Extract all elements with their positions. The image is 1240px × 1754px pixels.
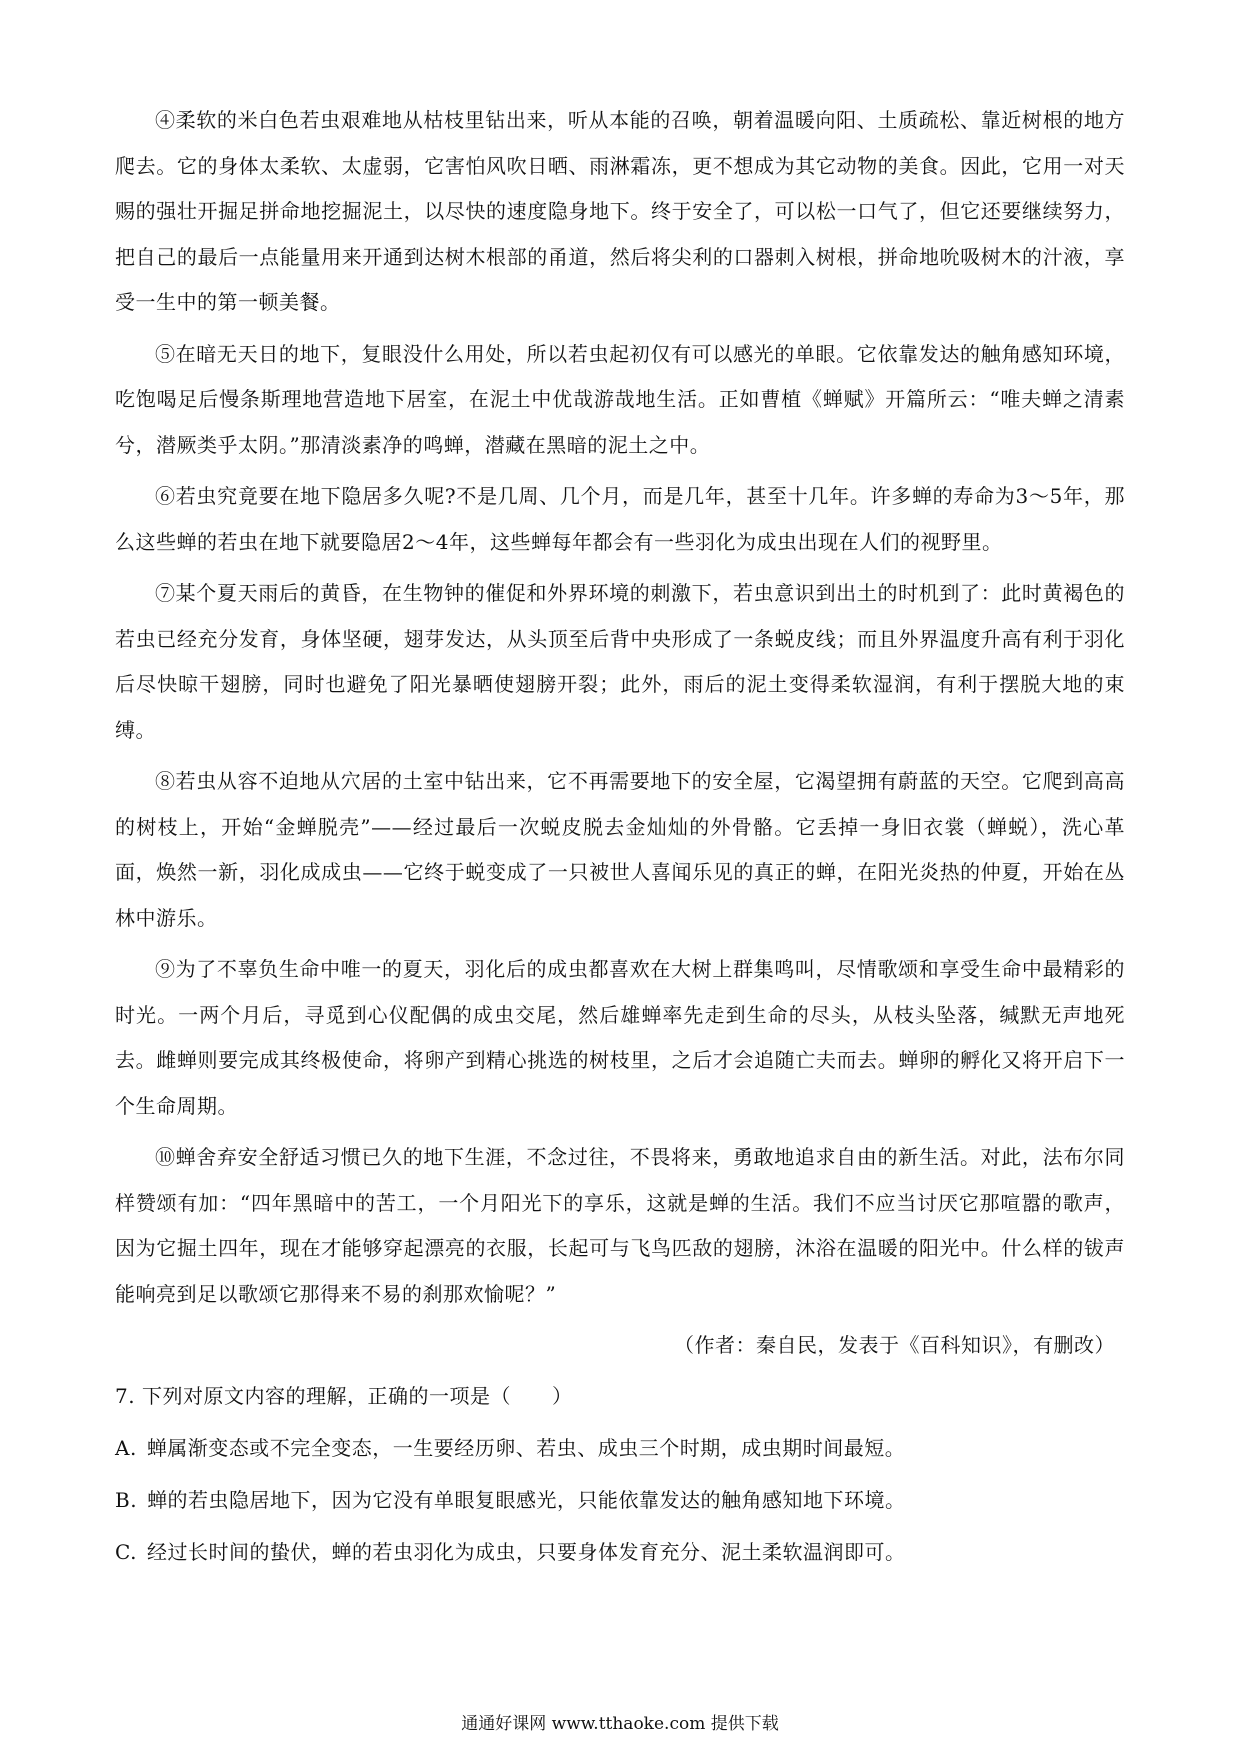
paragraph-5: ⑤在暗无天日的地下，复眼没什么用处，所以若虫起初仅有可以感光的单眼。它依靠发达的触角感知环境，吃饱喝足后慢条斯理地营造地下居室，在泥土中优哉游哉地生活。正如曹植《蝉赋》开篇所云：“唯夫蝉之清素兮，潜厥类乎太阴。”那清淡素净的鸣蝉，潜藏在黑暗的泥土之中。 [115,341,1125,457]
source-attribution: （作者：秦自民，发表于《百科知识》，有删改） [674,1333,1115,1357]
paragraph-10: ⑩蝉舍弃安全舒适习惯已久的地下生涯，不念过往，不畏将来，勇敢地追求自由的新生活。对此，法布尔同样赞颂有加：“四年黑暗中的苦工，一个月阳光下的享乐，这就是蝉的生活。我们不应当讨厌它那喧嚣的歌声，因为它掘土四年，现在才能够穿起漂亮的衣服，长起可与飞鸟匹敌的翅膀，沐浴在温暖的阳光中。什么样的钹声能响亮到足以歌颂它那得来不易的刹那欢愉呢？” [115,1145,1125,1306]
option-label: A. [115,1436,137,1460]
option-b [115,1474,1125,1526]
option-a [115,1422,1125,1474]
page-footer: 通通好课网 www.tthaoke.com 提供下载 [461,1714,779,1734]
paragraph-4: ④柔软的米白色若虫艰难地从枯枝里钻出来，听从本能的召唤，朝着温暖向阳、土质疏松、靠近树根的地方爬去。它的身体太柔软、太虚弱，它害怕风吹日晒、雨淋霜冻，更不想成为其它动物的美食。因此，它用一对天赐的强壮开掘足拼命地挖掘泥土，以尽快的速度隐身地下。终于安全了，可以松一口气了，但它还要继续努力，把自己的最后一点能量用来开通到达树木根部的甬道，然后将尖利的口器刺入树根，拼命地吮吸树木的汁液，享受一生中的第一顿美餐。 [115,108,1125,314]
paragraph-7: ⑦某个夏天雨后的黄昏，在生物钟的催促和外界环境的刺激下，若虫意识到出土的时机到了：此时黄褐色的若虫已经充分发育，身体坚硬，翅芽发达，从头顶至后背中央形成了一条蜕皮线；而且外界温度升高有利于羽化后尽快晾干翅膀，同时也避免了阳光暴晒使翅膀开裂；此外，雨后的泥土变得柔软湿润，有利于摆脱大地的束缚。 [115,581,1125,742]
paragraph-6: ⑥若虫究竟要在地下隐居多久呢?不是几周、几个月，而是几年，甚至十几年。许多蝉的寿命为3～5年，那么这些蝉的若虫在地下就要隐居2～4年，这些蝉每年都会有一些羽化为成虫出现在人们的视野里。 [115,484,1125,554]
option-text: 经过长时间的蛰伏，蝉的若虫羽化为成虫，只要身体发育充分、泥土柔软温润即可。 [146,1540,906,1564]
question-stem: 7. 下列对原文内容的理解，正确的一项是（ ） [115,1384,573,1408]
paragraph-8: ⑧若虫从容不迫地从穴居的土室中钻出来，它不再需要地下的安全屋，它渴望拥有蔚蓝的天空。它爬到高高的树枝上，开始“金蝉脱壳”——经过最后一次蜕皮脱去金灿灿的外骨骼。它丢掉一身旧衣裳（蝉蜕），洗心革面，焕然一新，羽化成成虫——它终于蜕变成了一只被世人喜闻乐见的真正的蝉，在阳光炎热的仲夏，开始在丛林中游乐。 [115,769,1125,930]
option-text: 蝉的若虫隐居地下，因为它没有单眼复眼感光，只能依靠发达的触角感知地下环境。 [147,1488,906,1512]
option-text: 蝉属渐变态或不完全变态，一生要经历卵、若虫、成虫三个时期，成虫期时间最短。 [146,1436,906,1460]
option-c [115,1526,1125,1578]
article-content [115,98,1125,1578]
question-7 [115,1370,1125,1578]
option-label: C. [115,1540,137,1564]
paragraph-9: ⑨为了不辜负生命中唯一的夏天，羽化后的成虫都喜欢在大树上群集鸣叫，尽情歌颂和享受生命中最精彩的时光。一两个月后，寻觅到心仪配偶的成虫交尾，然后雄蝉率先走到生命的尽头，从枝头坠落，缄默无声地死去。雌蝉则要完成其终极使命，将卵产到精心挑选的树枝里，之后才会追随亡夫而去。蝉卵的孵化又将开启下一个生命周期。 [115,957,1125,1118]
option-label: B. [115,1488,138,1512]
